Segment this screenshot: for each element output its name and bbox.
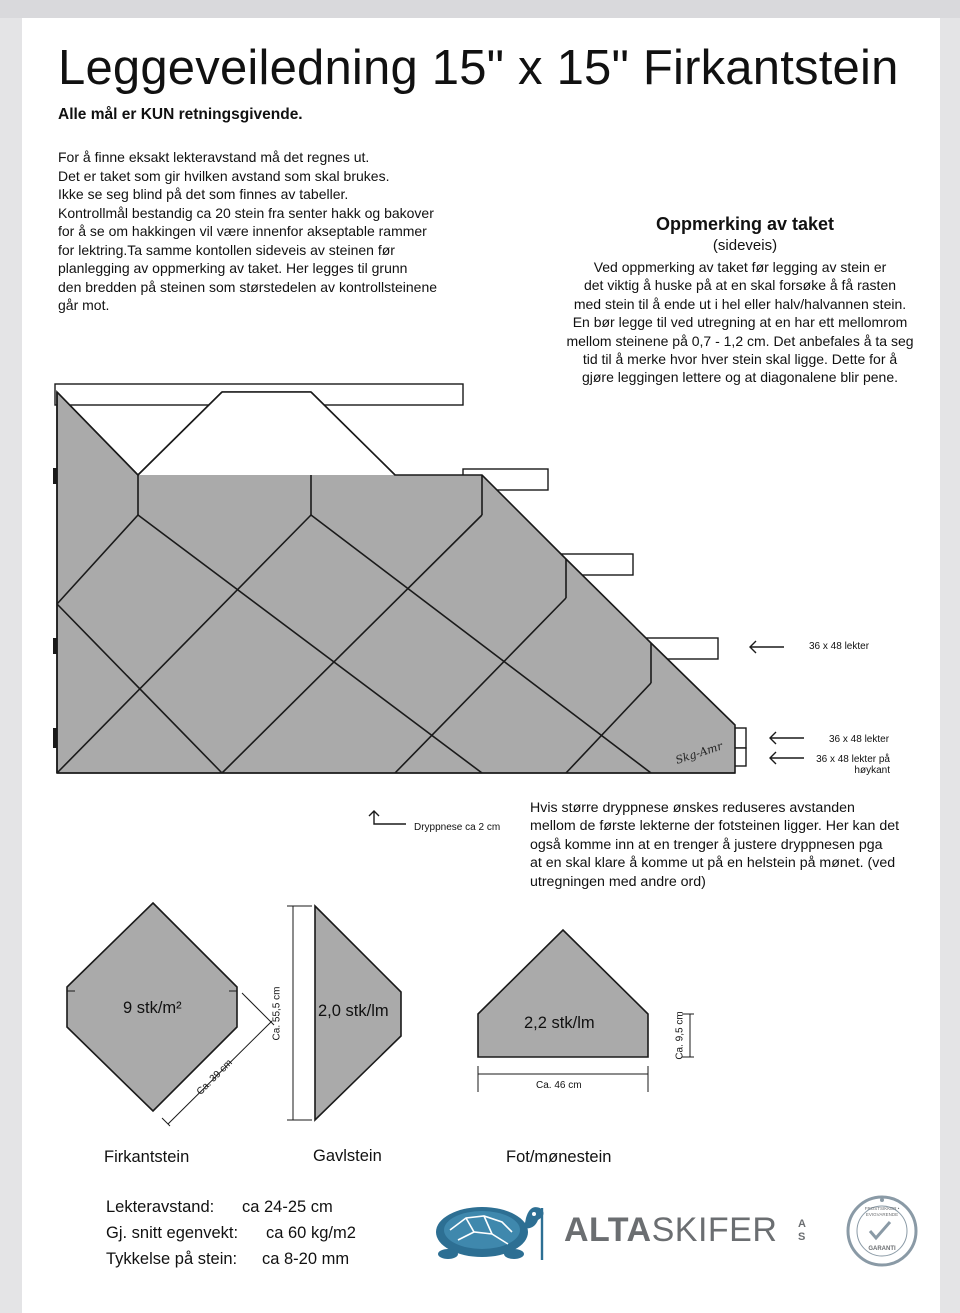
intro-line: Ikke se seg blind på det som finnes av tabeller.	[58, 186, 349, 202]
page-subtitle: Alle mål er KUN retningsgivende.	[58, 106, 303, 123]
batten-label: 36 x 48 lekter	[829, 734, 890, 745]
marking-line: med stein til å ende ut i hel eller halv/halvannen stein.	[573, 295, 907, 312]
marking-subtitle: (sideveis)	[712, 237, 778, 254]
seal-text-top: FROSTSIKKER • EVIGVARENDE	[864, 1206, 900, 1217]
ridge-stone-width: Ca. 46 cm	[536, 1080, 582, 1091]
spec-row: Gj. snitt egenvekt: ca 60 kg/m2	[106, 1224, 356, 1242]
square-stone-count: 9 stk/m²	[123, 999, 182, 1017]
intro-line: Kontrollmål bestandig ca 20 stein fra senter hakk og bakover	[58, 204, 434, 221]
batten-label: 36 x 48 lekter	[809, 641, 870, 652]
note-line: utregningen med andre ord)	[530, 873, 706, 890]
intro-line: planlegging av oppmerking av taket. Her legges til grunn	[58, 260, 408, 276]
gable-stone-name: Gavlstein	[313, 1147, 382, 1165]
turtle-logo	[436, 1207, 544, 1259]
top-bar	[0, 0, 960, 18]
intro-line: går mot.	[58, 297, 110, 313]
intro-line: for å se om hakkingen vil være innenfor akseptable rammer	[58, 223, 427, 239]
square-stone-name: Firkantstein	[104, 1148, 190, 1166]
spec-row: Lekteravstand: ca 24-25 cm	[106, 1198, 333, 1216]
batten-label-highedge: 36 x 48 lekter på høykant	[816, 754, 890, 776]
marking-line: gjøre leggingen lettere og at diagonalene blir pene.	[581, 369, 898, 386]
roof-stone-field	[57, 392, 735, 773]
marking-title: Oppmerking av taket	[655, 214, 835, 234]
ridge-stone-height: Ca. 9,5 cm	[674, 1011, 686, 1060]
marking-line: En bør legge til ved utregning at en har ett mellomrom	[572, 314, 908, 331]
arrow-up-icon	[374, 811, 406, 824]
drip-edge-note	[530, 799, 930, 891]
intro-line: den bredden på steinen som størstedelen av kontrollsteinene	[58, 278, 438, 295]
intro-line: For å finne eksakt lekteravstand må det regnes ut.	[58, 149, 370, 165]
marking-line: Ved oppmerking av taket før legging av stein er	[593, 259, 887, 275]
page-title: Leggeveiledning 15" x 15" Firkantstein	[58, 41, 899, 95]
gable-stone-dimension: Ca. 55,5 cm	[271, 986, 283, 1041]
specs-list	[106, 1194, 356, 1272]
ridge-stone-name: Fot/mønestein	[506, 1148, 612, 1166]
ridge-stone-shape	[478, 930, 648, 1057]
dryppnese-label: Dryppnese ca 2 cm	[414, 822, 501, 833]
brand-name: ALTASKIFER	[564, 1211, 778, 1249]
marking-line: mellom steinene på 0,7 - 1,2 cm. Det anbefales å ta seg	[566, 332, 914, 349]
note-line: mellom de første lekterne der fotsteinen ligger. Her kan det	[530, 818, 900, 835]
spec-row: Tykkelse på stein: ca 8-20 mm	[106, 1250, 350, 1268]
marking-line: tid til å merke hvor hver stein skal ligge. Dette for å	[582, 351, 898, 368]
gable-stone-count: 2,0 stk/lm	[318, 1002, 389, 1020]
seal-text-bottom: GARANTI	[868, 1246, 896, 1252]
brand-suffix: AS	[798, 1218, 806, 1243]
note-line: at en skal klare å komme ut på en helstein på mønet. (ved	[530, 855, 896, 872]
square-stone-dimension: Ca. 39 cm	[194, 1057, 235, 1098]
svg-text:Skg-Amr: Skg-Amr	[673, 739, 725, 767]
roof-diagram	[22, 18, 940, 1313]
note-line: Hvis større dryppnese ønskes reduseres avstanden	[530, 800, 855, 816]
intro-line: for lektring.Ta samme kontollen sideveis av steinen før	[58, 241, 395, 258]
intro-line: Det er taket som gir hvilken avstand som skal brukes.	[58, 167, 390, 184]
document-page	[22, 18, 940, 1313]
note-line: også komme inn at en trenger å justere dryppnesen pga	[530, 836, 883, 853]
marking-line: det viktig å huske på at en skal forsøke å få rasten	[583, 277, 897, 294]
ridge-stone-count: 2,2 stk/lm	[524, 1014, 595, 1032]
